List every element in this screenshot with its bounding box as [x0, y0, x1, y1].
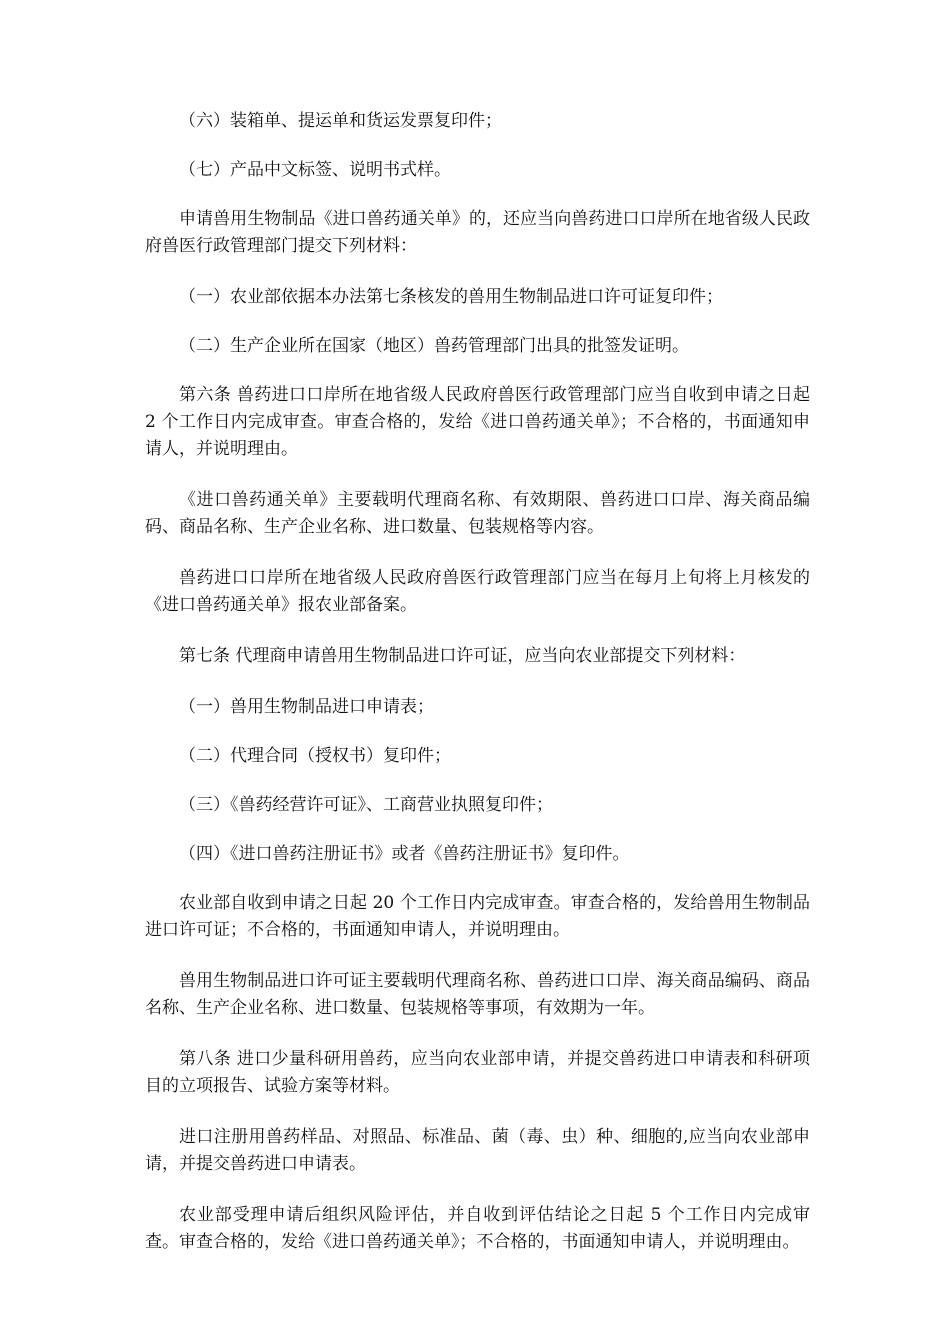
- paragraph: 农业部自收到申请之日起 20 个工作日内完成审查。审查合格的，发给兽用生物制品进口许可证；不合格的，书面通知申请人，并说明理由。: [145, 893, 810, 940]
- paragraph: 《进口兽药通关单》主要载明代理商名称、有效期限、兽药进口口岸、海关商品编码、商品名称、生产企业名称、进口数量、包装规格等内容。: [145, 490, 810, 537]
- list-item: （二）代理合同（授权书）复印件；: [179, 746, 451, 766]
- list-item: （四）《进口兽药注册证书》或者《兽药注册证书》复印件。: [179, 844, 630, 864]
- paragraph: 兽用生物制品进口许可证主要载明代理商名称、兽药进口口岸、海关商品编码、商品名称、生产企业名称、进口数量、包装规格等事项，有效期为一年。: [145, 971, 810, 1018]
- list-item: （六）装箱单、提运单和货运发票复印件；: [179, 111, 502, 131]
- list-item: （七）产品中文标签、说明书式样。: [179, 160, 451, 180]
- paragraph: 申请兽用生物制品《进口兽药通关单》的，还应当向兽药进口口岸所在地省级人民政府兽医行政管理部门提交下列材料：: [145, 209, 810, 256]
- paragraph: 兽药进口口岸所在地省级人民政府兽医行政管理部门应当在每月上旬将上月核发的《进口兽药通关单》报农业部备案。: [145, 568, 810, 615]
- article-6-paragraph: 第六条 兽药进口口岸所在地省级人民政府兽医行政管理部门应当自收到申请之日起 2 个工作日内完成审查。审查合格的，发给《进口兽药通关单》；不合格的，书面通知申请人，并说明理由。: [145, 385, 810, 459]
- paragraph: 农业部受理申请后组织风险评估，并自收到评估结论之日起 5 个工作日内完成审查。审查合格的，发给《进口兽药通关单》；不合格的，书面通知申请人，并说明理由。: [145, 1205, 810, 1252]
- article-8-paragraph: 第八条 进口少量科研用兽药，应当向农业部申请，并提交兽药进口申请表和科研项目的立项报告、试验方案等材料。: [145, 1049, 810, 1096]
- list-item: （三）《兽药经营许可证》、工商营业执照复印件；: [179, 795, 553, 815]
- list-item: （二）生产企业所在国家（地区）兽药管理部门出具的批签发证明。: [179, 336, 689, 356]
- article-7-paragraph: 第七条 代理商申请兽用生物制品进口许可证，应当向农业部提交下列材料：: [179, 646, 746, 666]
- list-item: （一）农业部依据本办法第七条核发的兽用生物制品进口许可证复印件；: [179, 287, 723, 307]
- document-body: [145, 108, 810, 1280]
- list-item: （一）兽用生物制品进口申请表；: [179, 697, 434, 717]
- paragraph: 进口注册用兽药样品、对照品、标准品、菌（毒、虫）种、细胞的,应当向农业部申请，并提交兽药进口申请表。: [145, 1127, 810, 1174]
